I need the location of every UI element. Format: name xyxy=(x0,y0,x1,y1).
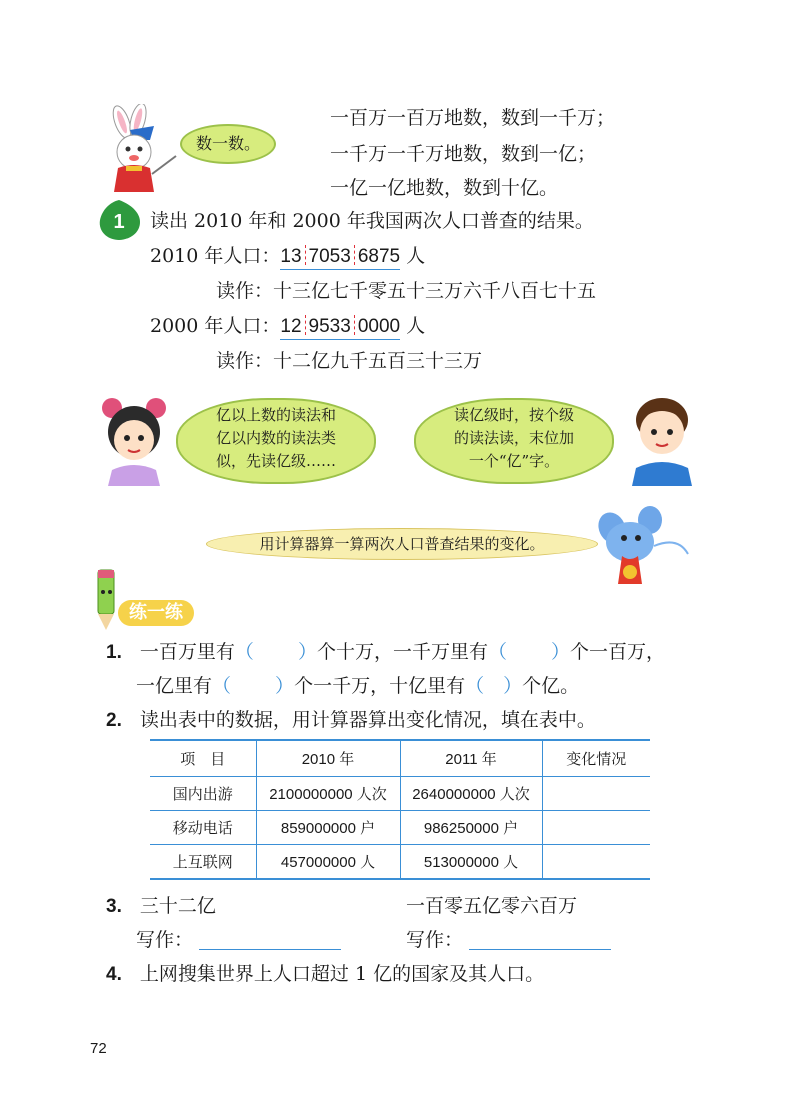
girl-speech-bubble xyxy=(176,398,376,484)
q1-text: 个一百万， xyxy=(570,641,666,663)
pop2000-read: 十二亿九千五百三十三万 xyxy=(273,350,483,372)
table-header-cell: 2010 年 xyxy=(256,740,400,777)
pop2000-label: 2000 年人口： xyxy=(150,315,281,337)
table-header-cell: 变化情况 xyxy=(542,740,650,777)
example-number: 1 xyxy=(113,211,125,233)
q3-write-b xyxy=(406,928,611,952)
read-label: 读作： xyxy=(216,280,274,302)
pop2010-unit: 人 xyxy=(406,245,426,267)
mouse-speech-bubble: 用计算器算一算两次人口普查结果的变化。 xyxy=(206,528,598,560)
q4-number: 4. xyxy=(106,964,122,985)
pop2000-part-wan: 9533 xyxy=(308,316,351,337)
q2-number: 2. xyxy=(106,710,122,731)
practice-header: 练一练 xyxy=(118,600,194,626)
q2-text: 读出表中的数据，用计算器算出变化情况，填在表中。 xyxy=(139,709,596,731)
boy-bubble-line: 的读法读，末位加 xyxy=(453,429,574,447)
pencil-icon xyxy=(90,568,122,634)
q1-line-1 xyxy=(106,640,665,665)
divider-mark xyxy=(354,315,355,335)
table-row xyxy=(150,777,650,811)
q1-line-2 xyxy=(136,674,579,698)
divider-mark xyxy=(354,245,355,265)
pop2010-read-row xyxy=(216,279,596,303)
table-cell: 上互联网 xyxy=(150,845,256,880)
data-table xyxy=(150,739,650,880)
divider-mark xyxy=(305,245,306,265)
q3-write-a xyxy=(136,928,341,952)
intro-line-2: 一千万一千万地数，数到一亿； xyxy=(330,143,597,165)
read-label: 读作： xyxy=(216,350,274,372)
pop2010-part-wan: 7053 xyxy=(308,246,351,267)
write-label: 写作： xyxy=(406,929,464,951)
table-header-cell: 2011 年 xyxy=(400,740,542,777)
table-header-row xyxy=(150,740,650,777)
pop2000-unit: 人 xyxy=(406,315,426,337)
table-answer-cell[interactable] xyxy=(542,777,650,811)
leaf-number-icon xyxy=(96,198,142,242)
q1-text: 一亿里有 xyxy=(136,675,213,697)
table-header-cell: 项 目 xyxy=(150,740,256,777)
q3-line-1 xyxy=(106,894,216,919)
answer-blank[interactable]: （ ） xyxy=(465,675,523,697)
pop2010-read: 十三亿七千零五十三万六千八百七十五 xyxy=(273,280,597,302)
q3-item-b: 一百零五亿零六百万 xyxy=(406,895,578,917)
pop2010-row xyxy=(150,244,425,270)
rabbit-speech-bubble: 数一数。 xyxy=(180,124,276,164)
boy-illustration xyxy=(624,390,700,486)
pop2000-row xyxy=(150,314,425,340)
intro-line-1: 一百万一百万地数，数到一千万； xyxy=(330,107,616,129)
girl-bubble-line: 亿以上数的读法和 xyxy=(215,406,336,424)
table-cell: 513000000 人 xyxy=(400,845,542,880)
write-answer-input[interactable] xyxy=(199,929,341,950)
intro-line-3: 一亿一亿地数，数到十亿。 xyxy=(330,177,559,199)
page-number: 72 xyxy=(90,1040,107,1057)
table-answer-cell[interactable] xyxy=(542,811,650,845)
pop2000-part-yi: 12 xyxy=(280,316,302,337)
table-cell: 国内出游 xyxy=(150,777,256,811)
q1-text: 一百万里有 xyxy=(139,641,235,663)
q4-line xyxy=(106,962,544,987)
table-cell: 457000000 人 xyxy=(256,845,400,880)
pop2010-number xyxy=(280,245,400,270)
table-answer-cell[interactable] xyxy=(542,845,650,880)
table-cell: 2640000000 人次 xyxy=(400,777,542,811)
boy-bubble-line: 读亿级时，按个级 xyxy=(453,406,574,424)
pop2010-label: 2010 年人口： xyxy=(150,245,281,267)
table-cell: 859000000 户 xyxy=(256,811,400,845)
q4-text: 上网搜集世界上人口超过 1 亿的国家及其人口。 xyxy=(139,963,545,985)
answer-blank[interactable]: （ ） xyxy=(212,675,295,697)
answer-blank[interactable]: （ ） xyxy=(234,641,317,663)
pop2000-part-ge: 0000 xyxy=(357,316,401,337)
girl-bubble-line: 亿以内数的读法类 xyxy=(215,429,336,447)
mouse-illustration xyxy=(598,506,692,592)
pop2010-part-ge: 6875 xyxy=(357,246,401,267)
table-row xyxy=(150,845,650,880)
q1-number: 1. xyxy=(106,642,122,663)
q3-number: 3. xyxy=(106,896,122,917)
q3-item-a: 三十二亿 xyxy=(139,895,216,917)
boy-speech-bubble xyxy=(414,398,614,484)
q1-text: 个十万，一千万里有 xyxy=(316,641,488,663)
divider-mark xyxy=(305,315,306,335)
pop2000-number xyxy=(280,315,400,340)
boy-bubble-line: 一个“亿”字。 xyxy=(468,452,560,470)
girl-bubble-line: 似，先读亿级…… xyxy=(215,452,336,470)
girl-illustration xyxy=(98,394,170,486)
table-cell: 2100000000 人次 xyxy=(256,777,400,811)
example-title: 读出 2010 年和 2000 年我国两次人口普查的结果。 xyxy=(150,210,594,232)
pop2010-part-yi: 13 xyxy=(280,246,302,267)
write-label: 写作： xyxy=(136,929,194,951)
rabbit-illustration xyxy=(100,104,178,196)
table-cell: 移动电话 xyxy=(150,811,256,845)
q2-line xyxy=(106,708,596,733)
table-row xyxy=(150,811,650,845)
pop2000-read-row xyxy=(216,349,482,373)
write-answer-input[interactable] xyxy=(469,929,611,950)
table-cell: 986250000 户 xyxy=(400,811,542,845)
answer-blank[interactable]: （ ） xyxy=(487,641,571,663)
q1-text: 个亿。 xyxy=(522,675,580,697)
q1-text: 个一千万，十亿里有 xyxy=(294,675,466,697)
